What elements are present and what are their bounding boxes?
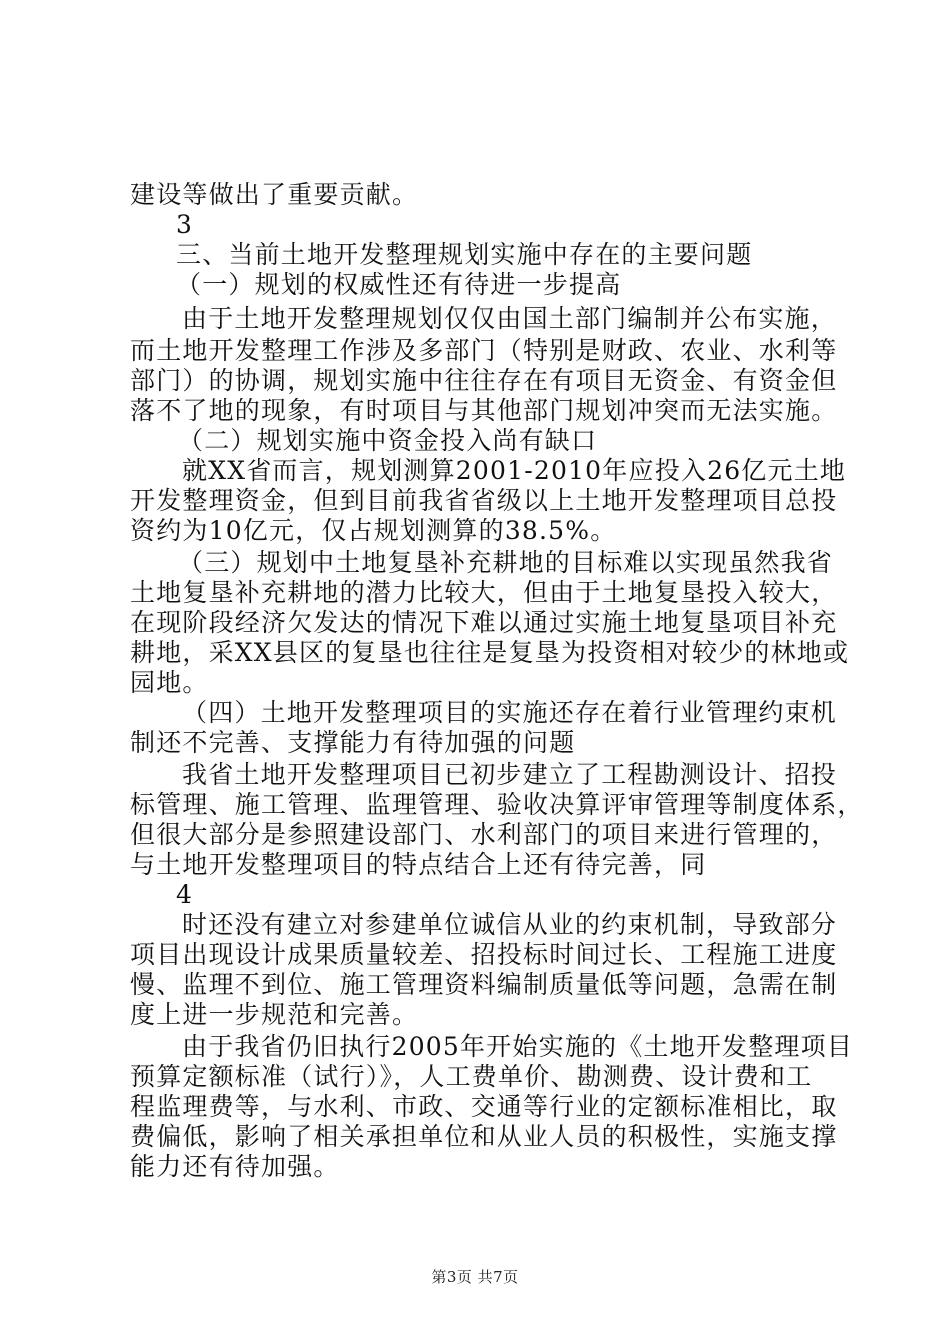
body-line: 费偏低，影响了相关承担单位和从业人员的积极性，实施支撑	[130, 1122, 838, 1151]
body-line: 程监理费等，与水利、市政、交通等行业的定额标准相比，取	[130, 1092, 838, 1121]
body-line: 部门）的协调，规划实施中往往存在有项目无资金、有资金但	[130, 366, 838, 395]
body-line: 土地复垦补充耕地的潜力比较大，但由于土地复垦投入较大，	[130, 578, 838, 607]
body-line: 预算定额标准（试行）》，人工费单价、勘测费、设计费和工	[130, 1062, 813, 1091]
body-line: 由于土地开发整理规划仅仅由国土部门编制并公布实施，	[182, 304, 838, 333]
page-number-marker: 3	[176, 210, 194, 239]
body-line: 而土地开发整理工作涉及多部门（特别是财政、农业、水利等	[130, 336, 838, 365]
body-line: 能力还有待加强。	[130, 1152, 340, 1181]
body-line: 度上进一步规范和完善。	[130, 1000, 419, 1029]
page-footer: 第3页 共7页	[431, 1268, 519, 1286]
body-line: 我省土地开发整理项目已初步建立了工程勘测设计、招投	[182, 760, 838, 789]
body-line: 但很大部分是参照建设部门、水利部门的项目来进行管理的，	[130, 820, 838, 849]
body-line: 资约为10亿元，仅占规划测算的38.5%。	[130, 516, 617, 545]
body-line: 园地。	[130, 668, 209, 697]
body-line: 在现阶段经济欠发达的情况下难以通过实施土地复垦项目补充	[130, 608, 838, 637]
subsection-heading: （三）规划中土地复垦补充耕地的目标难以实现虽然我省	[178, 548, 834, 577]
body-line: 慢、监理不到位、施工管理资料编制质量低等问题，急需在制	[130, 970, 838, 999]
body-line: 由于我省仍旧执行2005年开始实施的《土地开发整理项目	[182, 1032, 854, 1061]
body-line: 耕地，采XX县区的复垦也往往是复垦为投资相对较少的林地或	[130, 638, 850, 667]
body-line: 建设等做出了重要贡献。	[130, 180, 419, 209]
page-number-marker: 4	[176, 880, 194, 909]
section-heading: 三、当前土地开发整理规划实施中存在的主要问题	[176, 240, 753, 269]
subsection-heading: （二）规划实施中资金投入尚有缺口	[178, 426, 598, 455]
body-line: 开发整理资金，但到目前我省省级以上土地开发整理项目总投	[130, 486, 838, 515]
body-line: 制还不完善、支撑能力有待加强的问题	[130, 728, 576, 757]
body-line: 标管理、施工管理、监理管理、验收决算评审管理等制度体系，	[130, 790, 864, 819]
body-line: 就XX省而言，规划测算2001-2010年应投入26亿元土地	[182, 456, 847, 485]
body-line: 时还没有建立对参建单位诚信从业的约束机制，导致部分	[182, 910, 838, 939]
subsection-heading: （一）规划的权威性还有待进一步提高	[176, 270, 622, 299]
body-line: 与土地开发整理项目的特点结合上还有待完善，同	[130, 850, 707, 879]
body-line: 落不了地的现象，有时项目与其他部门规划冲突而无法实施。	[130, 396, 838, 425]
subsection-heading: （四）土地开发整理项目的实施还存在着行业管理约束机	[182, 698, 838, 727]
body-line: 项目出现设计成果质量较差、招投标时间过长、工程施工进度	[130, 940, 838, 969]
